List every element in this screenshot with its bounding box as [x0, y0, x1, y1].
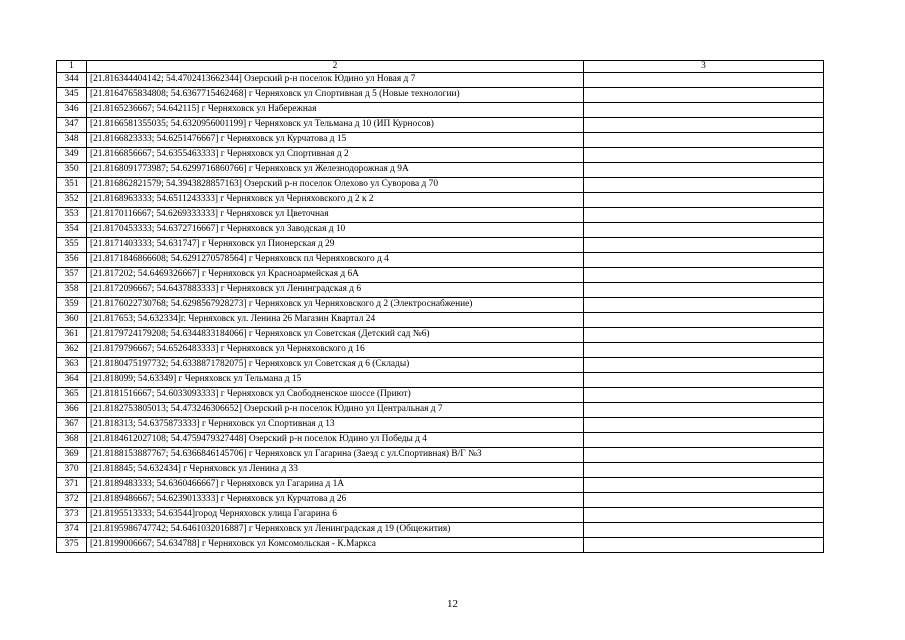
address-cell: [21.8164765834808; 54.6367715462468] г Черняховск ул Спортивная д 5 (Новые технологии) — [87, 88, 584, 103]
column-3-cell — [584, 178, 824, 193]
table-row — [57, 523, 824, 538]
table-row — [57, 238, 824, 253]
row-number-cell: 371 — [57, 478, 87, 493]
row-number-cell: 375 — [57, 538, 87, 553]
table-row — [57, 208, 824, 223]
address-cell: [21.8171403333; 54.631747] г Черняховск ул Пионерская д 29 — [87, 238, 584, 253]
column-3-cell — [584, 223, 824, 238]
column-3-cell — [584, 73, 824, 88]
address-cell: [21.8195513333; 54.63544]город Черняховск улица Гагарина 6 — [87, 508, 584, 523]
table-row — [57, 448, 824, 463]
row-number-cell: 350 — [57, 163, 87, 178]
column-3-cell — [584, 403, 824, 418]
table-row — [57, 88, 824, 103]
address-cell: [21.8172096667; 54.6437883333] г Черняховск ул Ленинградская д 6 — [87, 283, 584, 298]
table-row — [57, 253, 824, 268]
address-table — [56, 60, 824, 553]
table-row — [57, 73, 824, 88]
row-number-cell: 351 — [57, 178, 87, 193]
table-row — [57, 538, 824, 553]
address-cell: [21.8176022730768; 54.6298567928273] г Черняховск ул Черняховского д 2 (Электроснабжение) — [87, 298, 584, 313]
column-header-1: 1 — [57, 61, 87, 73]
table-row — [57, 223, 824, 238]
row-number-cell: 368 — [57, 433, 87, 448]
address-cell: [21.8189486667; 54.6239013333] г Черняховск ул Курчатова д 26 — [87, 493, 584, 508]
column-3-cell — [584, 88, 824, 103]
address-cell: [21.8199006667; 54.634788] г Черняховск ул Комсомольская - К.Маркса — [87, 538, 584, 553]
column-3-cell — [584, 448, 824, 463]
row-number-cell: 372 — [57, 493, 87, 508]
address-cell: [21.8165236667; 54.642115] г Черняховск ул Набережная — [87, 103, 584, 118]
table-row — [57, 133, 824, 148]
table-row — [57, 508, 824, 523]
table-row — [57, 358, 824, 373]
column-3-cell — [584, 328, 824, 343]
column-3-cell — [584, 133, 824, 148]
address-cell: [21.816344404142; 54.4702413662344] Озерский р-н поселок Юдино ул Новая д 7 — [87, 73, 584, 88]
table-header-row — [57, 61, 824, 73]
table-row — [57, 328, 824, 343]
column-3-cell — [584, 373, 824, 388]
address-cell: [21.818313; 54.6375873333] г Черняховск ул Спортивная д 13 — [87, 418, 584, 433]
column-3-cell — [584, 418, 824, 433]
address-cell: [21.817202; 54.6469326667] г Черняховск ул Красноармейская д 6А — [87, 268, 584, 283]
row-number-cell: 373 — [57, 508, 87, 523]
column-3-cell — [584, 433, 824, 448]
column-3-cell — [584, 313, 824, 328]
address-cell: [21.8171846866608; 54.6291270578564] г Черняховск пл Черняховского д 4 — [87, 253, 584, 268]
column-3-cell — [584, 253, 824, 268]
address-cell: [21.8180475197732; 54.6338871782075] г Черняховск ул Советская д 6 (Склады) — [87, 358, 584, 373]
address-cell: [21.8166823333; 54.6251476667] г Черняховск ул Курчатова д 15 — [87, 133, 584, 148]
address-cell: [21.8170116667; 54.6269333333] г Черняховск ул Цветочная — [87, 208, 584, 223]
column-3-cell — [584, 478, 824, 493]
address-cell: [21.8168963333; 54.6511243333] г Черняховск ул Черняховского д 2 к 2 — [87, 193, 584, 208]
row-number-cell: 355 — [57, 238, 87, 253]
address-cell: [21.816862821579; 54.3943828857163] Озерский р-н поселок Олехово ул Суворова д 70 — [87, 178, 584, 193]
table-row — [57, 403, 824, 418]
table-row — [57, 388, 824, 403]
address-cell: [21.8182753805013; 54.473246306652] Озерский р-н поселок Юдино ул Центральная д 7 — [87, 403, 584, 418]
table-row — [57, 283, 824, 298]
table-row — [57, 313, 824, 328]
column-3-cell — [584, 193, 824, 208]
table-row — [57, 178, 824, 193]
address-cell: [21.8179724179208; 54.6344833184066] г Черняховск ул Советская (Детский сад №6) — [87, 328, 584, 343]
address-cell: [21.8184612027108; 54.4759479327448] Озерский р-н поселок Юдино ул Победы д 4 — [87, 433, 584, 448]
row-number-cell: 356 — [57, 253, 87, 268]
row-number-cell: 367 — [57, 418, 87, 433]
row-number-cell: 349 — [57, 148, 87, 163]
table-row — [57, 268, 824, 283]
column-3-cell — [584, 388, 824, 403]
column-3-cell — [584, 508, 824, 523]
column-3-cell — [584, 298, 824, 313]
address-cell: [21.8166856667; 54.6355463333] г Черняховск ул Спортивная д 2 — [87, 148, 584, 163]
column-3-cell — [584, 103, 824, 118]
column-3-cell — [584, 283, 824, 298]
address-cell: [21.8181516667; 54.6033093333] г Черняховск ул Свободненское шоссе (Приют) — [87, 388, 584, 403]
row-number-cell: 346 — [57, 103, 87, 118]
column-header-2: 2 — [87, 61, 584, 73]
row-number-cell: 348 — [57, 133, 87, 148]
table-row — [57, 433, 824, 448]
column-3-cell — [584, 538, 824, 553]
table-row — [57, 148, 824, 163]
row-number-cell: 361 — [57, 328, 87, 343]
column-3-cell — [584, 163, 824, 178]
address-cell: [21.8168091773987; 54.6299716860766] г Черняховск ул Железнодорожная д 9А — [87, 163, 584, 178]
column-3-cell — [584, 268, 824, 283]
row-number-cell: 359 — [57, 298, 87, 313]
address-cell: [21.8170453333; 54.6372716667] г Черняховск ул Заводская д 10 — [87, 223, 584, 238]
row-number-cell: 357 — [57, 268, 87, 283]
table-row — [57, 298, 824, 313]
column-3-cell — [584, 358, 824, 373]
page-number: 12 — [447, 598, 458, 610]
table-row — [57, 103, 824, 118]
table-row — [57, 163, 824, 178]
row-number-cell: 366 — [57, 403, 87, 418]
column-3-cell — [584, 238, 824, 253]
table-row — [57, 478, 824, 493]
column-3-cell — [584, 148, 824, 163]
row-number-cell: 347 — [57, 118, 87, 133]
column-3-cell — [584, 523, 824, 538]
row-number-cell: 369 — [57, 448, 87, 463]
column-3-cell — [584, 463, 824, 478]
table-row — [57, 418, 824, 433]
table-row — [57, 493, 824, 508]
address-cell: [21.8179796667; 54.6526483333] г Черняховск ул Черняховского д 16 — [87, 343, 584, 358]
address-table-body — [57, 61, 824, 553]
column-3-cell — [584, 493, 824, 508]
row-number-cell: 354 — [57, 223, 87, 238]
row-number-cell: 344 — [57, 73, 87, 88]
column-3-cell — [584, 118, 824, 133]
row-number-cell: 345 — [57, 88, 87, 103]
row-number-cell: 362 — [57, 343, 87, 358]
column-3-cell — [584, 343, 824, 358]
row-number-cell: 370 — [57, 463, 87, 478]
table-row — [57, 343, 824, 358]
column-3-cell — [584, 208, 824, 223]
table-row — [57, 373, 824, 388]
row-number-cell: 360 — [57, 313, 87, 328]
address-cell: [21.817653; 54.632334]г. Черняховск ул. Ленина 26 Магазин Квартал 24 — [87, 313, 584, 328]
row-number-cell: 365 — [57, 388, 87, 403]
row-number-cell: 352 — [57, 193, 87, 208]
address-cell: [21.8189483333; 54.6360466667] г Черняховск ул Гагарина д 1А — [87, 478, 584, 493]
address-cell: [21.8166581355035; 54.6320956001199] г Черняховск ул Тельмана д 10 (ИП Курносов) — [87, 118, 584, 133]
address-cell: [21.818845; 54.632434] г Черняховск ул Ленина д 33 — [87, 463, 584, 478]
address-cell: [21.818099; 54.63349] г Черняховск ул Тельмана д 15 — [87, 373, 584, 388]
row-number-cell: 358 — [57, 283, 87, 298]
table-row — [57, 118, 824, 133]
address-cell: [21.8188153887767; 54.6366846145706] г Черняховск ул Гагарина (Заезд с ул.Спортивная) В/Г №3 — [87, 448, 584, 463]
row-number-cell: 374 — [57, 523, 87, 538]
address-cell: [21.8195986747742; 54.6461032016887] г Черняховск ул Ленинградская д 19 (Общежития) — [87, 523, 584, 538]
column-header-3: 3 — [584, 61, 824, 73]
table-row — [57, 193, 824, 208]
row-number-cell: 353 — [57, 208, 87, 223]
row-number-cell: 363 — [57, 358, 87, 373]
row-number-cell: 364 — [57, 373, 87, 388]
table-row — [57, 463, 824, 478]
